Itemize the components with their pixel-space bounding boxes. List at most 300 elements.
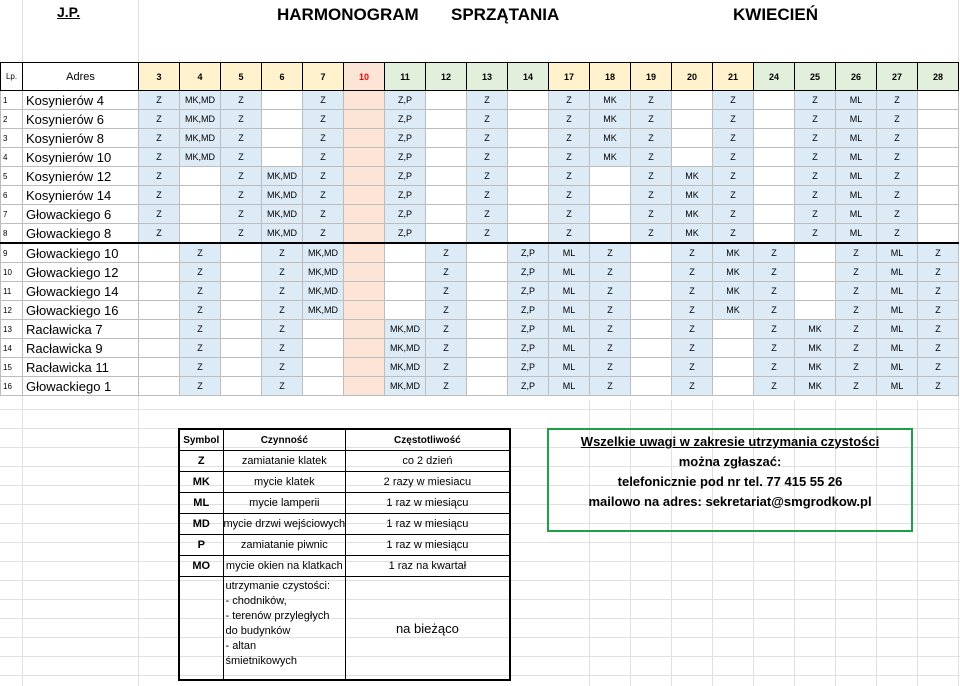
schedule-cell: Z: [713, 186, 754, 205]
schedule-cell: Z: [303, 110, 344, 129]
schedule-cell: Z: [672, 243, 713, 263]
schedule-cell: Z: [590, 377, 631, 396]
schedule-cell: [139, 282, 180, 301]
schedule-cell: Z: [918, 263, 959, 282]
schedule-cell: Z: [303, 129, 344, 148]
schedule-cell: Z: [918, 243, 959, 263]
schedule-cell: Z: [672, 301, 713, 320]
schedule-cell: Z: [262, 243, 303, 263]
legend-czynnosc: zamiatanie piwnic: [223, 535, 346, 556]
schedule-cell: Z: [549, 205, 590, 224]
schedule-cell: Z: [795, 110, 836, 129]
legend-czynnosc: zamiatanie klatek: [223, 451, 346, 472]
schedule-cell: [426, 91, 467, 110]
schedule-cell: [508, 91, 549, 110]
legend-row: [179, 451, 510, 472]
row-address: Głowackiego 10: [23, 243, 139, 263]
schedule-cell: Z: [467, 205, 508, 224]
schedule-cell: Z: [467, 148, 508, 167]
schedule-cell: Z: [590, 339, 631, 358]
schedule-cell: Z: [426, 339, 467, 358]
schedule-cell: [631, 358, 672, 377]
row-lp: 2: [1, 110, 23, 129]
schedule-cell: Z: [713, 91, 754, 110]
header-day: 25: [795, 63, 836, 91]
schedule-cell: Z: [549, 110, 590, 129]
schedule-cell: Z,P: [508, 263, 549, 282]
schedule-cell: Z: [631, 148, 672, 167]
schedule-cell: Z: [877, 186, 918, 205]
schedule-cell: [139, 339, 180, 358]
schedule-cell: Z: [139, 129, 180, 148]
header-day: 12: [426, 63, 467, 91]
schedule-cell: [918, 148, 959, 167]
schedule-cell: MK,MD: [262, 167, 303, 186]
row-address: Głowackiego 12: [23, 263, 139, 282]
schedule-cell: MK,MD: [303, 282, 344, 301]
schedule-cell: Z: [303, 91, 344, 110]
schedule-cell: [795, 263, 836, 282]
schedule-cell: Z: [467, 129, 508, 148]
schedule-cell: [385, 263, 426, 282]
schedule-cell: [262, 110, 303, 129]
schedule-cell: [508, 224, 549, 244]
schedule-cell: [467, 301, 508, 320]
row-lp: 3: [1, 129, 23, 148]
schedule-cell: ML: [877, 320, 918, 339]
row-lp: 5: [1, 167, 23, 186]
schedule-cell: Z: [877, 148, 918, 167]
header-day: 5: [221, 63, 262, 91]
schedule-cell: Z: [795, 91, 836, 110]
schedule-cell: [467, 377, 508, 396]
schedule-cell: [754, 224, 795, 244]
schedule-cell: [180, 186, 221, 205]
legend-activity-line: - chodników,: [225, 595, 287, 607]
legend-header-symbol: Symbol: [179, 429, 223, 451]
schedule-cell: Z: [262, 301, 303, 320]
schedule-cell: [631, 377, 672, 396]
schedule-cell: ML: [549, 301, 590, 320]
schedule-cell: Z: [426, 263, 467, 282]
schedule-cell: Z,P: [508, 377, 549, 396]
schedule-cell: Z: [754, 301, 795, 320]
schedule-cell: Z: [918, 320, 959, 339]
schedule-cell: [754, 167, 795, 186]
row-lp: 15: [1, 358, 23, 377]
schedule-cell: MK: [795, 339, 836, 358]
schedule-cell: Z: [590, 282, 631, 301]
header-lp: Lp.: [1, 63, 23, 91]
schedule-cell: Z: [221, 148, 262, 167]
header-day: 17: [549, 63, 590, 91]
schedule-cell: Z: [672, 282, 713, 301]
schedule-cell: MK: [672, 186, 713, 205]
schedule-cell: MK,MD: [303, 243, 344, 263]
schedule-cell: [344, 301, 385, 320]
schedule-cell: [262, 129, 303, 148]
header-day: 26: [836, 63, 877, 91]
row-address: Kosynierów 4: [23, 91, 139, 110]
schedule-cell: [590, 167, 631, 186]
legend-activity-line: - altan: [225, 640, 257, 652]
schedule-cell: Z: [262, 339, 303, 358]
schedule-cell: Z: [139, 224, 180, 244]
legend-row: [179, 535, 510, 556]
schedule-cell: [303, 358, 344, 377]
schedule-cell: [180, 224, 221, 244]
schedule-cell: [713, 358, 754, 377]
schedule-cell: [262, 148, 303, 167]
schedule-cell: Z: [590, 358, 631, 377]
row-lp: 12: [1, 301, 23, 320]
schedule-cell: Z: [795, 148, 836, 167]
header-day: 6: [262, 63, 303, 91]
schedule-cell: Z: [303, 224, 344, 244]
table-row: [1, 167, 959, 186]
table-row: [1, 224, 959, 244]
schedule-cell: [918, 110, 959, 129]
schedule-cell: [385, 301, 426, 320]
legend-row: [179, 514, 510, 535]
schedule-cell: MK,MD: [262, 205, 303, 224]
header-day: 27: [877, 63, 918, 91]
schedule-cell: Z: [713, 110, 754, 129]
schedule-cell: ML: [877, 377, 918, 396]
schedule-cell: [221, 339, 262, 358]
schedule-cell: [385, 282, 426, 301]
table-row: [1, 129, 959, 148]
schedule-cell: [631, 339, 672, 358]
schedule-cell: [303, 339, 344, 358]
schedule-cell: [918, 205, 959, 224]
schedule-cell: [467, 358, 508, 377]
schedule-cell: Z: [180, 320, 221, 339]
schedule-cell: Z: [631, 224, 672, 244]
row-address: Głowackiego 14: [23, 282, 139, 301]
schedule-cell: Z: [262, 263, 303, 282]
schedule-cell: [180, 205, 221, 224]
header-day: 4: [180, 63, 221, 91]
schedule-cell: [221, 301, 262, 320]
schedule-cell: Z: [795, 186, 836, 205]
legend-czestotliwosc: 1 raz w miesiącu: [346, 535, 510, 556]
schedule-cell: ML: [549, 282, 590, 301]
schedule-cell: MK,MD: [385, 339, 426, 358]
schedule-cell: Z: [467, 186, 508, 205]
schedule-cell: Z: [877, 110, 918, 129]
schedule-cell: [426, 186, 467, 205]
schedule-cell: [426, 205, 467, 224]
schedule-cell: Z: [672, 339, 713, 358]
schedule-cell: MK: [795, 358, 836, 377]
schedule-cell: [344, 148, 385, 167]
schedule-cell: [344, 110, 385, 129]
schedule-cell: Z: [139, 91, 180, 110]
schedule-cell: MK: [713, 243, 754, 263]
schedule-cell: Z: [139, 167, 180, 186]
header-day: 13: [467, 63, 508, 91]
schedule-cell: ML: [877, 339, 918, 358]
page-title: HARMONOGRAM: [277, 5, 419, 24]
schedule-cell: MK: [795, 377, 836, 396]
legend-row: [179, 472, 510, 493]
row-lp: 7: [1, 205, 23, 224]
row-lp: 1: [1, 91, 23, 110]
schedule-cell: [631, 320, 672, 339]
schedule-cell: Z: [139, 205, 180, 224]
schedule-cell: Z: [590, 243, 631, 263]
schedule-cell: [303, 377, 344, 396]
schedule-cell: [344, 377, 385, 396]
schedule-cell: Z: [262, 377, 303, 396]
schedule-cell: Z: [754, 282, 795, 301]
schedule-cell: Z: [139, 148, 180, 167]
schedule-cell: Z,P: [385, 110, 426, 129]
schedule-cell: Z: [754, 320, 795, 339]
schedule-cell: [672, 148, 713, 167]
schedule-cell: Z: [426, 282, 467, 301]
legend-symbol: Z: [179, 451, 223, 472]
schedule-cell: MK: [672, 205, 713, 224]
notice-box: [547, 428, 913, 532]
legend-activity-multiline: [223, 577, 346, 681]
schedule-cell: Z,P: [385, 129, 426, 148]
schedule-cell: [467, 339, 508, 358]
schedule-cell: Z: [180, 358, 221, 377]
schedule-cell: Z,P: [385, 91, 426, 110]
header-day: 10: [344, 63, 385, 91]
schedule-cell: [467, 320, 508, 339]
schedule-cell: Z: [467, 91, 508, 110]
schedule-cell: MK,MD: [180, 91, 221, 110]
schedule-cell: [713, 320, 754, 339]
schedule-cell: Z,P: [508, 339, 549, 358]
legend-header-row: [179, 429, 510, 451]
table-row: [1, 186, 959, 205]
schedule-cell: ML: [836, 224, 877, 244]
schedule-cell: [426, 167, 467, 186]
row-lp: 14: [1, 339, 23, 358]
header-day: 28: [918, 63, 959, 91]
schedule-cell: MK: [672, 167, 713, 186]
legend-czestotliwosc: co 2 dzień: [346, 451, 510, 472]
schedule-cell: ML: [836, 205, 877, 224]
schedule-cell: ML: [836, 91, 877, 110]
schedule-cell: [918, 224, 959, 244]
row-address: Głowackiego 16: [23, 301, 139, 320]
row-lp: 6: [1, 186, 23, 205]
schedule-cell: Z: [467, 110, 508, 129]
schedule-cell: Z: [221, 167, 262, 186]
row-address: Kosynierów 14: [23, 186, 139, 205]
notice-line-1: Wszelkie uwagi w zakresie utrzymania czystości: [580, 434, 880, 449]
header-day: 21: [713, 63, 754, 91]
schedule-cell: Z: [754, 263, 795, 282]
schedule-cell: [344, 339, 385, 358]
row-address: Racławicka 11: [23, 358, 139, 377]
schedule-cell: Z,P: [385, 148, 426, 167]
schedule-cell: [795, 301, 836, 320]
schedule-cell: [508, 110, 549, 129]
schedule-cell: Z: [549, 186, 590, 205]
row-lp: 11: [1, 282, 23, 301]
schedule-cell: [385, 243, 426, 263]
schedule-cell: [713, 339, 754, 358]
schedule-cell: Z: [918, 301, 959, 320]
legend-activity-line: utrzymanie czystości:: [225, 580, 331, 592]
legend-czestotliwosc: 2 razy w miesiacu: [346, 472, 510, 493]
schedule-cell: MK: [590, 91, 631, 110]
schedule-cell: MK: [795, 320, 836, 339]
schedule-cell: Z,P: [385, 167, 426, 186]
schedule-cell: [508, 167, 549, 186]
schedule-cell: [344, 129, 385, 148]
row-lp: 16: [1, 377, 23, 396]
schedule-cell: Z: [221, 91, 262, 110]
schedule-cell: [139, 377, 180, 396]
schedule-cell: ML: [549, 243, 590, 263]
legend-czynnosc: mycie lamperii: [223, 493, 346, 514]
schedule-cell: Z: [713, 224, 754, 244]
table-row: [1, 339, 959, 358]
schedule-cell: Z: [672, 263, 713, 282]
schedule-cell: [590, 224, 631, 244]
schedule-cell: [344, 282, 385, 301]
schedule-cell: ML: [836, 148, 877, 167]
legend-header-frequency: Częstotliwość: [346, 429, 510, 451]
schedule-cell: [426, 224, 467, 244]
schedule-cell: MK: [590, 148, 631, 167]
schedule-cell: Z: [877, 91, 918, 110]
schedule-cell: Z: [631, 110, 672, 129]
schedule-cell: Z: [877, 205, 918, 224]
schedule-cell: [508, 148, 549, 167]
header-adres: Adres: [23, 63, 139, 91]
schedule-cell: [344, 167, 385, 186]
schedule-cell: [918, 91, 959, 110]
schedule-cell: Z: [221, 205, 262, 224]
schedule-cell: MK: [713, 301, 754, 320]
schedule-cell: [344, 224, 385, 244]
schedule-cell: [590, 205, 631, 224]
schedule-cell: Z: [426, 243, 467, 263]
schedule-cell: Z,P: [508, 243, 549, 263]
schedule-cell: Z: [754, 339, 795, 358]
schedule-cell: Z: [918, 282, 959, 301]
header-day: 18: [590, 63, 631, 91]
header-day: 20: [672, 63, 713, 91]
schedule-cell: Z: [713, 129, 754, 148]
schedule-cell: Z: [795, 129, 836, 148]
schedule-cell: Z: [754, 377, 795, 396]
schedule-cell: Z: [672, 377, 713, 396]
schedule-cell: ML: [549, 377, 590, 396]
schedule-cell: MK: [590, 129, 631, 148]
schedule-cell: [590, 186, 631, 205]
schedule-cell: [344, 91, 385, 110]
schedule-cell: MK,MD: [180, 148, 221, 167]
schedule-cell: Z: [795, 167, 836, 186]
row-lp: 13: [1, 320, 23, 339]
jp-label: J.P.: [57, 4, 81, 20]
row-address: Kosynierów 12: [23, 167, 139, 186]
schedule-cell: [221, 320, 262, 339]
table-row: [1, 243, 959, 263]
row-address: Kosynierów 6: [23, 110, 139, 129]
header-day: 19: [631, 63, 672, 91]
schedule-cell: Z: [590, 320, 631, 339]
schedule-cell: Z: [180, 339, 221, 358]
legend-czynnosc: mycie drzwi wejściowych: [223, 514, 346, 535]
schedule-cell: MK: [590, 110, 631, 129]
schedule-cell: Z: [426, 320, 467, 339]
schedule-cell: Z: [139, 110, 180, 129]
schedule-cell: ML: [877, 358, 918, 377]
schedule-cell: [344, 263, 385, 282]
schedule-cell: [754, 148, 795, 167]
row-address: Głowackiego 6: [23, 205, 139, 224]
schedule-cell: Z,P: [508, 320, 549, 339]
schedule-cell: ML: [877, 282, 918, 301]
schedule-cell: Z: [877, 224, 918, 244]
schedule-cell: Z,P: [508, 301, 549, 320]
schedule-cell: [754, 110, 795, 129]
schedule-cell: MK,MD: [385, 320, 426, 339]
legend-header-activity: Czynność: [223, 429, 346, 451]
schedule-cell: [221, 263, 262, 282]
schedule-cell: [344, 205, 385, 224]
schedule-cell: Z: [631, 91, 672, 110]
schedule-cell: Z: [549, 148, 590, 167]
table-row: [1, 263, 959, 282]
table-row: [1, 320, 959, 339]
schedule-cell: Z: [426, 358, 467, 377]
month-label: KWIECIEŃ: [733, 5, 818, 24]
schedule-cell: Z: [303, 167, 344, 186]
schedule-cell: [139, 301, 180, 320]
table-row: [1, 110, 959, 129]
schedule-cell: MK: [672, 224, 713, 244]
schedule-cell: [426, 110, 467, 129]
schedule-cell: Z: [549, 129, 590, 148]
header-day: 3: [139, 63, 180, 91]
schedule-cell: Z: [631, 186, 672, 205]
schedule-cell: [508, 129, 549, 148]
schedule-cell: [631, 282, 672, 301]
schedule-cell: [754, 91, 795, 110]
notice-line-3: telefonicznie pod nr tel. 77 415 55 26: [617, 474, 843, 489]
header-day: 7: [303, 63, 344, 91]
schedule-cell: ML: [836, 129, 877, 148]
legend-row: [179, 493, 510, 514]
legend-symbol: MD: [179, 514, 223, 535]
schedule-cell: Z: [221, 224, 262, 244]
table-row: [1, 91, 959, 110]
schedule-cell: Z: [713, 167, 754, 186]
schedule-cell: Z: [221, 110, 262, 129]
schedule-cell: Z: [590, 301, 631, 320]
schedule-cell: [139, 320, 180, 339]
schedule-cell: Z: [713, 148, 754, 167]
schedule-cell: Z,P: [385, 186, 426, 205]
row-lp: 8: [1, 224, 23, 244]
schedule-cell: [344, 186, 385, 205]
schedule-cell: Z: [262, 282, 303, 301]
schedule-cell: [139, 358, 180, 377]
schedule-cell: Z: [713, 205, 754, 224]
schedule-cell: Z: [139, 186, 180, 205]
